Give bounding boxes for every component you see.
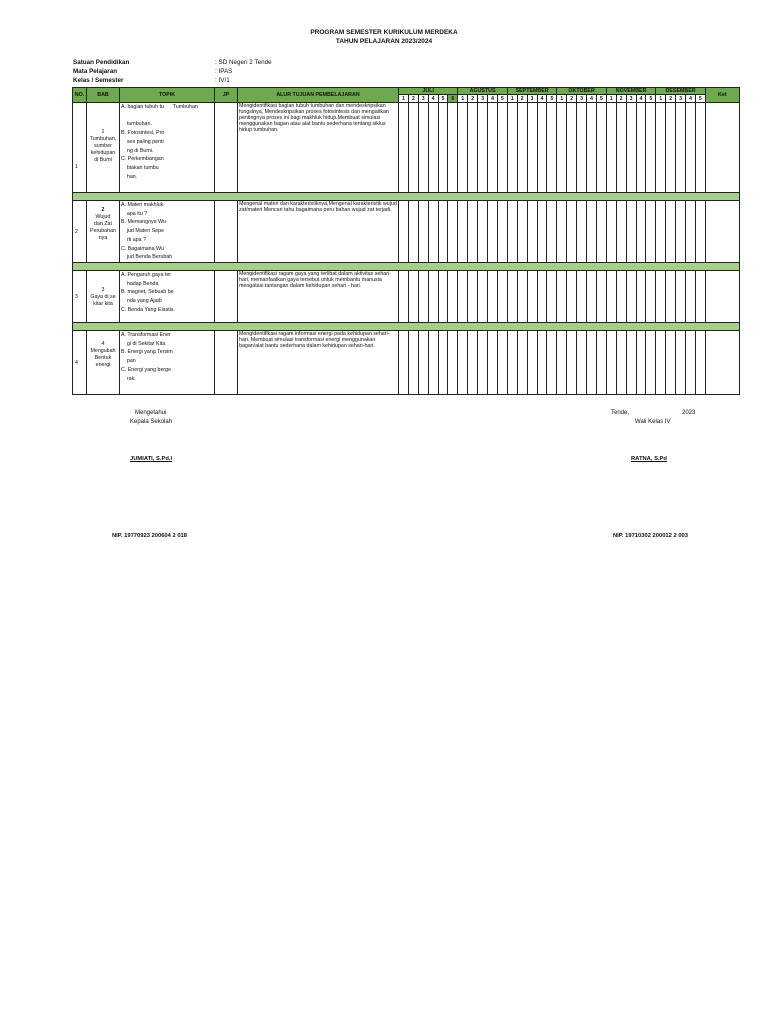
week-cell bbox=[656, 271, 666, 323]
bab-line: sumber bbox=[94, 143, 112, 149]
info-value-satuan: : SD Negeri 2 Tende bbox=[215, 59, 272, 66]
week-cell bbox=[399, 271, 409, 323]
week-number: 2 bbox=[567, 95, 577, 103]
week-cell bbox=[517, 271, 527, 323]
week-number: 2 bbox=[468, 95, 478, 103]
week-cell bbox=[497, 331, 507, 395]
info-label-kelas: Kelas / Semester bbox=[73, 77, 124, 84]
week-cell bbox=[646, 331, 656, 395]
week-cell bbox=[478, 103, 488, 193]
week-cell bbox=[468, 271, 478, 323]
week-cell bbox=[488, 201, 498, 263]
week-cell bbox=[527, 201, 537, 263]
bab-line: Mengubah bbox=[90, 348, 116, 354]
week-number: 5 bbox=[438, 95, 448, 103]
topik-line: C. Perkembangan bbox=[121, 156, 164, 163]
week-cell bbox=[587, 331, 597, 395]
week-number: 1 bbox=[557, 95, 567, 103]
week-number: 4 bbox=[636, 95, 646, 103]
week-cell bbox=[507, 271, 517, 323]
week-cell bbox=[478, 271, 488, 323]
topik-line: apa itu ? bbox=[121, 210, 148, 217]
week-cell bbox=[448, 331, 458, 395]
week-cell bbox=[666, 271, 676, 323]
bab-line: Perubahan bbox=[90, 228, 116, 234]
week-number: 6 bbox=[448, 95, 458, 103]
week-cell bbox=[497, 271, 507, 323]
week-cell bbox=[656, 201, 666, 263]
week-cell bbox=[537, 331, 547, 395]
week-number: 4 bbox=[488, 95, 498, 103]
topik-line: gi di Sekitar Kita bbox=[121, 340, 166, 347]
topik-line: tumbuhan. bbox=[121, 121, 152, 128]
info-label-mapel: Mata Pelajaran bbox=[73, 68, 118, 75]
week-number: 1 bbox=[656, 95, 666, 103]
bab-line: Wujud bbox=[95, 214, 111, 220]
week-cell bbox=[527, 271, 537, 323]
week-number: 3 bbox=[478, 95, 488, 103]
week-cell bbox=[438, 331, 448, 395]
week-cell bbox=[636, 201, 646, 263]
week-cell bbox=[438, 201, 448, 263]
table-row bbox=[73, 103, 740, 193]
header-bab: BAB bbox=[87, 88, 120, 103]
info-label-satuan: Satuan Pendidikan bbox=[73, 59, 130, 66]
bab-line: 3 bbox=[101, 287, 105, 293]
week-number: 5 bbox=[695, 95, 705, 103]
week-cell bbox=[458, 103, 468, 193]
week-cell bbox=[399, 201, 409, 263]
week-cell bbox=[557, 201, 567, 263]
week-number: 5 bbox=[547, 95, 557, 103]
week-cell bbox=[557, 271, 567, 323]
week-number: 3 bbox=[626, 95, 636, 103]
topik-line: B. magnet, Sebuah be bbox=[121, 289, 174, 296]
week-cell bbox=[428, 331, 438, 395]
week-cell bbox=[686, 201, 696, 263]
week-cell bbox=[547, 331, 557, 395]
header-month-juli: JULI bbox=[399, 88, 458, 95]
row-topik bbox=[120, 103, 215, 193]
topik-line: C. Benda Yang Elastis. bbox=[121, 306, 175, 313]
week-cell bbox=[428, 271, 438, 323]
week-cell bbox=[497, 103, 507, 193]
week-number: 4 bbox=[587, 95, 597, 103]
week-cell bbox=[577, 201, 587, 263]
row-bab bbox=[87, 103, 120, 193]
week-cell bbox=[557, 331, 567, 395]
bab-line: 1 bbox=[101, 129, 105, 135]
week-number: 5 bbox=[497, 95, 507, 103]
row-bab bbox=[87, 331, 120, 395]
week-cell bbox=[616, 331, 626, 395]
week-cell bbox=[527, 103, 537, 193]
week-cell bbox=[507, 331, 517, 395]
week-cell bbox=[488, 271, 498, 323]
week-number: 4 bbox=[686, 95, 696, 103]
sig-left-line2: Kepala Sekolah bbox=[130, 419, 173, 425]
title-line-1: PROGRAM SEMESTER KURIKULUM MERDEKA bbox=[310, 29, 458, 36]
week-cell bbox=[676, 103, 686, 193]
week-cell bbox=[596, 103, 606, 193]
row-separator bbox=[73, 193, 740, 201]
header-month-agustus: AGUSTUS bbox=[458, 88, 507, 95]
week-cell bbox=[408, 201, 418, 263]
week-cell bbox=[606, 201, 616, 263]
week-cell bbox=[567, 271, 577, 323]
schedule-table bbox=[72, 87, 740, 395]
bab-line: dan Zat bbox=[94, 221, 112, 227]
week-number: 5 bbox=[646, 95, 656, 103]
row-topik bbox=[120, 271, 215, 323]
week-cell bbox=[418, 103, 428, 193]
row-ket bbox=[705, 271, 739, 323]
topik-line: ng di Bumi. bbox=[121, 147, 154, 154]
sig-right-place: Tende, bbox=[611, 410, 630, 416]
week-cell bbox=[537, 201, 547, 263]
week-cell bbox=[695, 331, 705, 395]
week-cell bbox=[616, 103, 626, 193]
topik-line: hadap Benda bbox=[121, 280, 159, 287]
week-cell bbox=[616, 271, 626, 323]
week-cell bbox=[606, 271, 616, 323]
row-jp bbox=[215, 271, 238, 323]
week-cell bbox=[537, 271, 547, 323]
row-ket bbox=[705, 201, 739, 263]
topik-line: A. Pengaruh gaya ter bbox=[121, 272, 172, 278]
topik-line: jud Materi Sepe bbox=[121, 228, 164, 235]
week-cell bbox=[646, 103, 656, 193]
topik-line: rak. bbox=[121, 375, 136, 382]
week-cell bbox=[428, 201, 438, 263]
row-topik bbox=[120, 201, 215, 263]
week-cell bbox=[686, 103, 696, 193]
week-cell bbox=[587, 103, 597, 193]
row-bab bbox=[87, 201, 120, 263]
week-cell bbox=[646, 271, 656, 323]
row-no: 1 bbox=[73, 103, 87, 193]
sig-left-nip: NIP. 19770923 200604 2 018 bbox=[112, 533, 187, 539]
week-cell bbox=[577, 271, 587, 323]
bab-line: 4 bbox=[101, 341, 105, 347]
week-cell bbox=[676, 201, 686, 263]
week-cell bbox=[666, 201, 676, 263]
row-ket bbox=[705, 331, 739, 395]
week-cell bbox=[676, 271, 686, 323]
bab-line: energi bbox=[95, 362, 111, 368]
week-number: 3 bbox=[676, 95, 686, 103]
topik-line: A. Transformasi Ener bbox=[121, 332, 171, 338]
week-cell bbox=[468, 331, 478, 395]
row-alur: Mengidentifikasi ragam gaya yang terlibat dalam aktivitas sehari-hari, memanfaatkan gaya tersebut untuk membantu manusia mengatasi tantangan dalam kehidupan sehari - hari. bbox=[238, 271, 399, 323]
week-cell bbox=[636, 331, 646, 395]
week-cell bbox=[626, 103, 636, 193]
bab-line: nya bbox=[98, 235, 108, 241]
bab-line: Bentuk bbox=[94, 355, 112, 361]
topik-line: biakan tumbu bbox=[121, 164, 159, 171]
week-cell bbox=[686, 331, 696, 395]
week-cell bbox=[488, 103, 498, 193]
week-cell bbox=[695, 201, 705, 263]
week-cell bbox=[636, 271, 646, 323]
week-number: 2 bbox=[666, 95, 676, 103]
week-cell bbox=[418, 201, 428, 263]
topik-line: B. Energi yang Tersim bbox=[121, 349, 173, 356]
row-jp bbox=[215, 103, 238, 193]
week-cell bbox=[517, 201, 527, 263]
week-cell bbox=[458, 271, 468, 323]
week-cell bbox=[507, 201, 517, 263]
week-cell bbox=[448, 271, 458, 323]
topik-line: C. Energi yang berge bbox=[121, 366, 172, 373]
week-cell bbox=[458, 331, 468, 395]
week-cell bbox=[438, 103, 448, 193]
topik-line: A. Materi makhluk bbox=[121, 202, 164, 208]
topik-line: rti apa ? bbox=[121, 236, 147, 243]
week-cell bbox=[695, 271, 705, 323]
week-cell bbox=[695, 103, 705, 193]
week-cell bbox=[557, 103, 567, 193]
table-row bbox=[73, 271, 740, 323]
week-cell bbox=[507, 103, 517, 193]
week-cell bbox=[656, 103, 666, 193]
week-number: 1 bbox=[606, 95, 616, 103]
week-cell bbox=[666, 103, 676, 193]
week-cell bbox=[517, 103, 527, 193]
row-jp bbox=[215, 331, 238, 395]
topik-line: B. Memangnya Wu bbox=[121, 219, 166, 226]
week-cell bbox=[686, 271, 696, 323]
row-no: 4 bbox=[73, 331, 87, 395]
week-cell bbox=[537, 103, 547, 193]
week-cell bbox=[428, 103, 438, 193]
week-cell bbox=[399, 331, 409, 395]
week-number: 4 bbox=[537, 95, 547, 103]
week-cell bbox=[626, 331, 636, 395]
week-cell bbox=[626, 271, 636, 323]
header-jp: JP bbox=[215, 88, 238, 103]
week-number: 2 bbox=[408, 95, 418, 103]
week-cell bbox=[606, 331, 616, 395]
header-month-september: SEPTEMBER bbox=[507, 88, 557, 95]
topik-line: C. Bagaimana Wu bbox=[121, 245, 164, 252]
week-cell bbox=[438, 271, 448, 323]
topik-line bbox=[121, 112, 214, 121]
header-month-november: NOVEMBER bbox=[606, 88, 656, 95]
header-alur: ALUR TUJUAN PEMBELAJARAN bbox=[238, 88, 399, 103]
week-cell bbox=[418, 331, 428, 395]
week-cell bbox=[636, 103, 646, 193]
row-bab bbox=[87, 271, 120, 323]
week-cell bbox=[596, 271, 606, 323]
week-cell bbox=[616, 201, 626, 263]
week-number: 3 bbox=[527, 95, 537, 103]
week-number: 3 bbox=[577, 95, 587, 103]
week-cell bbox=[458, 201, 468, 263]
bab-line: kitar kita bbox=[93, 301, 113, 307]
week-cell bbox=[408, 103, 418, 193]
table-row bbox=[73, 201, 740, 263]
week-cell bbox=[596, 331, 606, 395]
week-number: 2 bbox=[517, 95, 527, 103]
week-number: 2 bbox=[616, 95, 626, 103]
bab-line: Gaya di se bbox=[90, 294, 116, 300]
row-separator bbox=[73, 323, 740, 331]
week-cell bbox=[567, 103, 577, 193]
week-number: 1 bbox=[507, 95, 517, 103]
week-cell bbox=[577, 103, 587, 193]
week-cell bbox=[646, 201, 656, 263]
topik-line: ses paling penti bbox=[121, 138, 164, 145]
topik-line: jud Benda Berubah bbox=[121, 254, 173, 261]
week-number: 5 bbox=[596, 95, 606, 103]
row-ket bbox=[705, 103, 739, 193]
week-cell bbox=[567, 331, 577, 395]
row-topik bbox=[120, 331, 215, 395]
week-number: 4 bbox=[428, 95, 438, 103]
week-cell bbox=[676, 331, 686, 395]
week-cell bbox=[448, 201, 458, 263]
week-cell bbox=[399, 103, 409, 193]
row-no: 2 bbox=[73, 201, 87, 263]
week-cell bbox=[656, 331, 666, 395]
week-cell bbox=[517, 331, 527, 395]
topik-line: nda yang Ajaib bbox=[121, 298, 162, 305]
row-alur: Mengidentifikasi ragam informasi energi pada kehidupan sehari-hari. Membuat simulasi transformasi energi menggunakan bagan/alat bantu sederhana dalam kehidupan sehari-hari. bbox=[238, 331, 399, 395]
row-separator bbox=[73, 263, 740, 271]
sig-left-name: JUMIATI, S.Pd.I bbox=[130, 456, 173, 462]
week-number: 1 bbox=[458, 95, 468, 103]
week-cell bbox=[478, 331, 488, 395]
sig-right-name: RATNA, S.Pd bbox=[631, 456, 667, 462]
week-cell bbox=[527, 331, 537, 395]
header-month-desember: DESEMBER bbox=[656, 88, 705, 95]
sig-left-line1: Mengetahui bbox=[135, 410, 167, 416]
week-number: 1 bbox=[399, 95, 409, 103]
bab-line: 2 bbox=[101, 207, 105, 213]
sig-right-role: Wali Kelas IV bbox=[635, 419, 671, 425]
week-cell bbox=[547, 271, 557, 323]
week-cell bbox=[408, 271, 418, 323]
week-cell bbox=[577, 331, 587, 395]
row-jp bbox=[215, 201, 238, 263]
row-alur: Mengenal materi dan karakteristiknya,Mengenal karakteristik wujud zat/materi Mencari tahu bagaimana peru bahan wujud zat terjadi. bbox=[238, 201, 399, 263]
title-line-2: TAHUN PELAJARAN 2023/2024 bbox=[335, 38, 433, 45]
week-cell bbox=[547, 103, 557, 193]
sig-right-year: 2023 bbox=[682, 410, 696, 416]
week-cell bbox=[587, 201, 597, 263]
week-cell bbox=[596, 201, 606, 263]
topik-line: han. bbox=[121, 173, 138, 180]
week-cell bbox=[666, 331, 676, 395]
week-cell bbox=[468, 201, 478, 263]
topik-line: pan bbox=[121, 358, 136, 365]
sig-right-nip: NIP. 19710302 200012 2 003 bbox=[613, 533, 688, 539]
bab-line: Tumbuhan, bbox=[89, 136, 117, 142]
bab-line: di Bumi bbox=[94, 157, 112, 163]
week-cell bbox=[587, 271, 597, 323]
header-topik: TOPIK bbox=[120, 88, 215, 103]
week-cell bbox=[468, 103, 478, 193]
header-month-oktober: OKTOBER bbox=[557, 88, 607, 95]
week-cell bbox=[408, 331, 418, 395]
week-cell bbox=[606, 103, 616, 193]
week-cell bbox=[547, 201, 557, 263]
week-cell bbox=[448, 103, 458, 193]
bab-line: kehidupan bbox=[90, 150, 116, 156]
week-cell bbox=[488, 331, 498, 395]
row-alur: Mengidentifikasi bagian tubuh tumbuhan dan mendeskripsikan fungsinya, Mendeskripsikan proses fotosintesis dan mengaitkan pentingnya proses ini bagi makhluk hidup.Membuat simulasi menggunakan bagan atau alat bantu sederhana tentang siklus hidup tumbuhan. bbox=[238, 103, 399, 193]
week-cell bbox=[567, 201, 577, 263]
info-value-mapel: : IPAS bbox=[215, 68, 233, 75]
week-cell bbox=[478, 201, 488, 263]
info-value-kelas: : IV/1 bbox=[215, 77, 230, 84]
header-ket: Ket bbox=[705, 88, 739, 103]
topik-line: A. bagian tubuh tu Tumbuhan bbox=[121, 104, 198, 110]
week-cell bbox=[497, 201, 507, 263]
week-cell bbox=[418, 271, 428, 323]
topik-line: B. Fotosintesi, Pro bbox=[121, 130, 165, 137]
row-no: 3 bbox=[73, 271, 87, 323]
week-number: 3 bbox=[418, 95, 428, 103]
week-cell bbox=[626, 201, 636, 263]
table-row bbox=[73, 331, 740, 395]
header-no: NO. bbox=[73, 88, 87, 103]
